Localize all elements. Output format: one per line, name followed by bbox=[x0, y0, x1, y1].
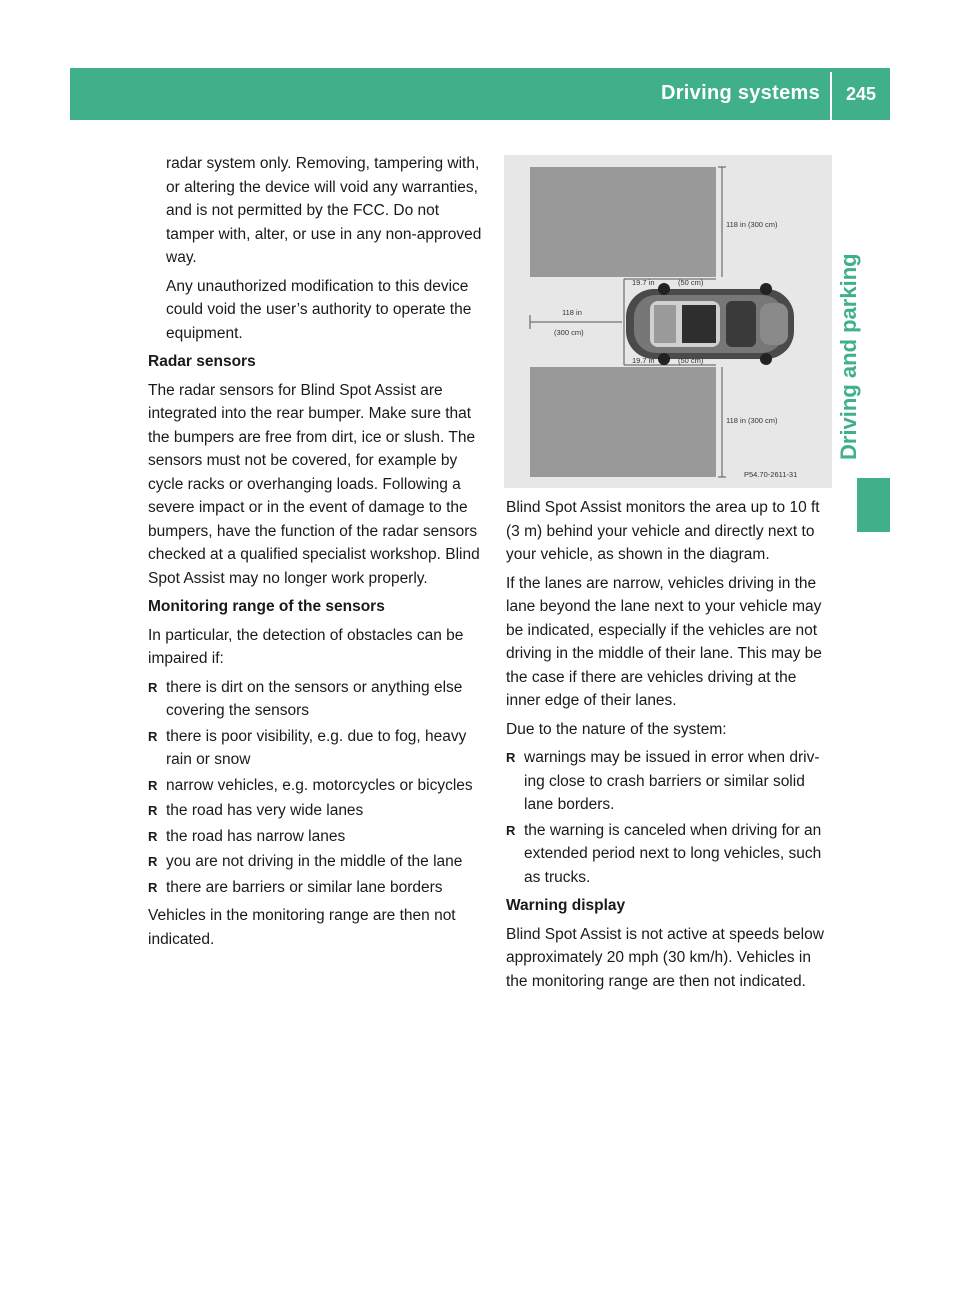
monitoring-intro-paragraph: In particular, the detection of obstacles can be impaired if: bbox=[148, 626, 464, 667]
radar-sensors-paragraph: The radar sensors for Blind Spot Assist are integrated into the rear bumper. Make sure that the bumpers are free from dirt, ice or slush. The sensors must not be covered, for example by cycle racks or overhanging loads. Following a severe impact or in the event of damage to the bumpers, have the function of the radar sensors checked at a qualified specialist workshop. Blind Spot Assist may no longer work properly. bbox=[148, 381, 480, 587]
fcc-notice-paragraph: radar system only. Removing, tampering with, or altering the device will void any warranties, and is not permitted by the FCC. Do not tamper with, alter, or use in any non-approved way. bbox=[166, 155, 482, 266]
list-item: R the road has narrow lanes bbox=[148, 825, 482, 849]
closing-paragraph: Vehicles in the monitoring range are then not indicated. bbox=[148, 907, 456, 948]
system-bullet-list bbox=[506, 746, 834, 889]
narrow-lanes-paragraph: If the lanes are narrow, vehicles driving in the lane beyond the lane next to your vehicle may be indicated, especially if the vehicles are not driving in the middle of their lane. This may be the case if there are vehicles driving at the inner edge of their lanes. bbox=[506, 574, 822, 709]
list-item: R the warning is canceled when driving for an extended period next to long vehicles, such as trucks. bbox=[506, 819, 834, 890]
list-item: R there is poor visibility, e.g. due to fog, heavy rain or snow bbox=[148, 725, 482, 772]
car-icon bbox=[626, 283, 794, 365]
list-item: R narrow vehicles, e.g. motorcycles or bicycles bbox=[148, 774, 482, 798]
warning-display-heading: Warning display bbox=[506, 897, 626, 914]
monitoring-range-heading: Monitoring range of the sensors bbox=[148, 598, 385, 615]
right-column bbox=[506, 496, 834, 998]
label-gap-bottom-cm: (50 cm) bbox=[678, 356, 704, 365]
radar-sensors-heading: Radar sensors bbox=[148, 353, 256, 370]
monitoring-zone-bottom bbox=[530, 367, 716, 477]
label-gap-bottom: 19.7 in bbox=[632, 356, 655, 365]
monitoring-bullet-list bbox=[148, 676, 482, 900]
label-gap-top-cm: (50 cm) bbox=[678, 278, 704, 287]
warning-display-paragraph: Blind Spot Assist is not active at speeds below approximately 20 mph (30 km/h). Vehicles in the monitoring range are then not indicated. bbox=[506, 925, 824, 990]
system-nature-paragraph: Due to the nature of the system: bbox=[506, 720, 727, 738]
list-item: R warnings may be issued in error when driving close to crash barriers or similar solid lane borders. bbox=[506, 746, 834, 817]
list-item: R the road has very wide lanes bbox=[148, 799, 482, 823]
label-rear-in: 118 in bbox=[562, 308, 582, 317]
label-bottom-range: 118 in (300 cm) bbox=[726, 416, 778, 425]
list-item: R there is dirt on the sensors or anything else covering the sensors bbox=[148, 676, 482, 723]
page-header bbox=[70, 68, 890, 120]
modification-notice-paragraph: Any unauthorized modification to this device could void the user’s authority to operate the equipment. bbox=[166, 277, 472, 342]
label-gap-top: 19.7 in bbox=[632, 278, 655, 287]
figure-code: P54.70-2611-31 bbox=[744, 470, 798, 479]
label-top-range: 118 in (300 cm) bbox=[726, 220, 778, 229]
chapter-tab-marker bbox=[857, 478, 890, 532]
list-item: R you are not driving in the middle of the lane bbox=[148, 850, 482, 874]
chapter-tab-label: Driving and parking bbox=[836, 253, 861, 460]
label-rear-cm: (300 cm) bbox=[554, 328, 584, 337]
monitoring-zone-top bbox=[530, 167, 716, 277]
page-number: 245 bbox=[845, 84, 876, 104]
left-column bbox=[148, 152, 482, 956]
coverage-paragraph: Blind Spot Assist monitors the area up to 10 ft (3 m) behind your vehicle and directly next to your vehicle, as shown in the diagram. bbox=[506, 499, 820, 563]
section-title: Driving systems bbox=[660, 82, 820, 104]
blind-spot-diagram bbox=[504, 155, 832, 488]
list-item: R there are barriers or similar lane borders bbox=[148, 876, 482, 900]
header-divider bbox=[830, 72, 832, 120]
